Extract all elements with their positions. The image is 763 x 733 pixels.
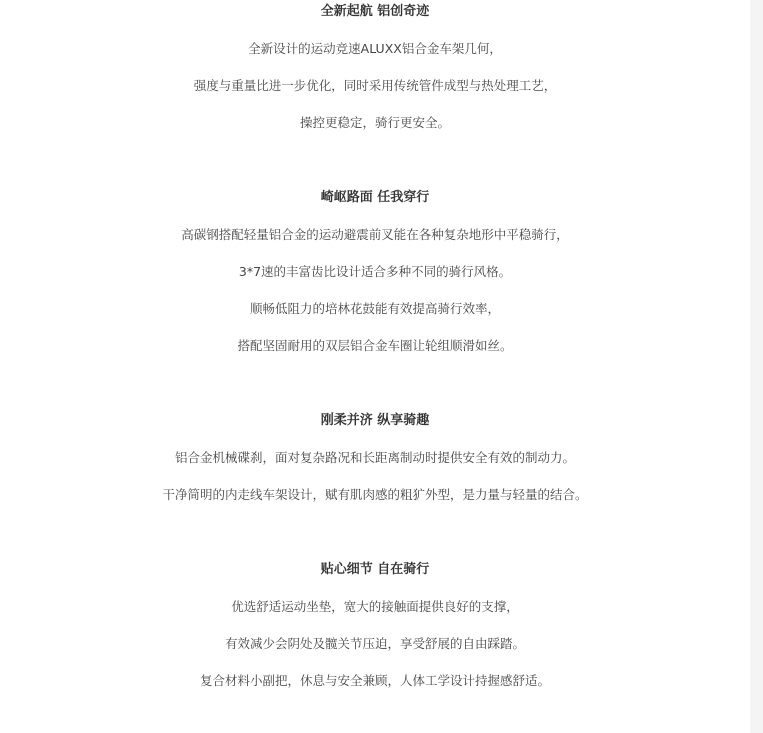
paragraph-line: 高碳钢搭配轻量铝合金的运动避震前叉能在各种复杂地形中平稳骑行，	[181, 227, 569, 242]
paragraph-line: 搭配坚固耐用的双层铝合金车圈让轮组顺滑如丝。	[237, 338, 513, 353]
paragraph-line: 铝合金机械碟刹，面对复杂路况和长距离制动时提供安全有效的制动力。	[174, 450, 575, 465]
paragraph-line: 复合材料小副把，休息与安全兼顾，人体工学设计持握感舒适。	[199, 673, 550, 688]
section-heading: 刚柔并济 纵享骑趣	[320, 413, 430, 428]
paragraph-line: 有效减少会阴处及髋关节压迫，享受舒展的自由踩踏。	[224, 636, 525, 651]
section-heading: 全新起航 铝创奇迹	[320, 4, 430, 19]
paragraph-line: 顺畅低阻力的培林花鼓能有效提高骑行效率，	[249, 301, 500, 316]
paragraph-line: 3*7速的丰富齿比设计适合多种不同的骑行风格。	[238, 264, 512, 279]
section-heading: 贴心细节 自在骑行	[320, 562, 430, 577]
paragraph-line: 全新设计的运动竞速ALUXX铝合金车架几何，	[248, 41, 502, 56]
section-brakes	[0, 409, 750, 507]
section-heading: 崎岖路面 任我穿行	[320, 190, 430, 205]
paragraph-line: 操控更稳定，骑行更安全。	[299, 115, 450, 130]
section-suspension	[0, 186, 750, 358]
section-frame	[0, 0, 750, 135]
paragraph-line: 强度与重量比进一步优化，同时采用传统管件成型与热处理工艺，	[193, 78, 557, 93]
scrollbar[interactable]	[750, 0, 763, 733]
paragraph-line: 干净简明的内走线车架设计，赋有肌肉感的粗犷外型，是力量与轻量的结合。	[162, 487, 588, 502]
paragraph-line: 优选舒适运动坐垫，宽大的接触面提供良好的支撑，	[231, 599, 519, 614]
section-details	[0, 558, 750, 693]
